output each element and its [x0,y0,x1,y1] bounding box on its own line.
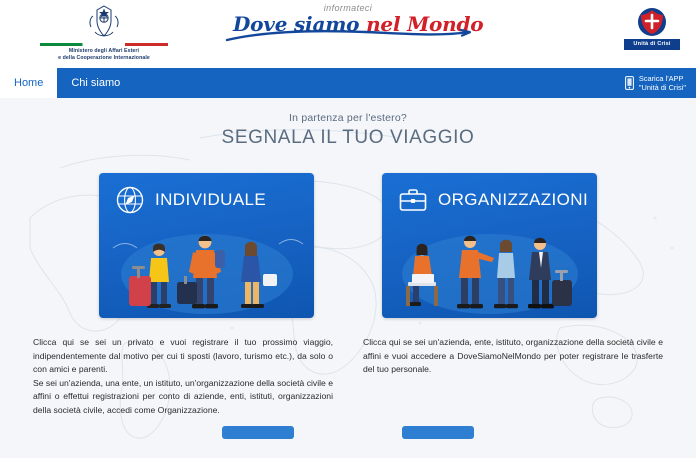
hero-section [0,98,696,458]
cta-row [0,426,696,439]
description-individuale [33,336,333,417]
crisis-unit-shield-icon [637,7,667,37]
brand-kicker: informateci [323,3,373,13]
app-promo-line-2: "Unità di Crisi" [638,83,686,92]
travelers-illustration [99,218,314,318]
briefcase-icon [398,185,428,215]
site-header [0,0,696,68]
ministry-line-1: Ministero degli Affari Esteri [68,48,140,54]
cta-organizzazioni[interactable] [402,426,474,439]
crisis-unit-logo[interactable] [624,7,680,50]
crisis-unit-label: Unità di Crisi [624,39,680,50]
description-organizzazioni-p1: Clicca qui se sei un'azienda, ente, istituto, organizzazione della società civile e affini e vuoi accedere a DoveSiamoNelMondo per poter registrare le trasferte del tuo personale. [363,337,663,374]
globe-compass-icon [115,185,145,215]
brand-title-part2: nel Mondo [359,12,484,36]
hero-title: SEGNALA IL TUO VIAGGIO [221,127,475,148]
ministry-line-2: e della Cooperazione Internazionale [58,55,150,61]
description-individuale-p2: Se sei un'azienda, una ente, un istituto, un'organizzazione della società civile e affini o effettui registrazioni per conto di aziende, enti, istituti, organizzazioni della società civile, accedi come Organizzazione. [33,377,333,415]
brand-title-part1: Dove siamo [233,12,360,36]
app-promo-line-1: Scarica l'APP [638,74,684,83]
blue-swoosh-icon [225,29,471,43]
mobile-phone-icon [625,76,634,90]
hero-subtitle: In partenza per l'estero? [289,112,407,124]
site-brand-logo[interactable] [233,3,484,36]
description-individuale-p1: Clicca qui se sei un privato e vuoi registrare il tuo prossimo viaggio, indipendentemente dal motivo per cui ti sposti (lavoro, turismo etc.), da solo o con amici e parenti. [33,337,333,374]
ministry-logo[interactable] [14,4,194,62]
business-team-illustration [382,218,597,318]
cta-individuale[interactable] [222,426,294,439]
nav-item-home[interactable]: Home [0,68,57,98]
italian-tricolor-icon [40,43,168,46]
nav-item-chi-siamo[interactable]: Chi siamo [71,77,121,89]
card-individuale[interactable] [99,173,314,318]
app-download-promo[interactable] [625,68,686,98]
main-navigation [0,68,696,98]
card-organizzazioni-label: ORGANIZZAZIONI [438,190,589,209]
card-individuale-label: INDIVIDUALE [155,190,267,209]
selection-cards [0,173,696,318]
italy-emblem-icon [87,4,121,40]
description-organizzazioni [363,336,663,417]
card-descriptions [0,336,696,417]
card-organizzazioni[interactable] [382,173,597,318]
